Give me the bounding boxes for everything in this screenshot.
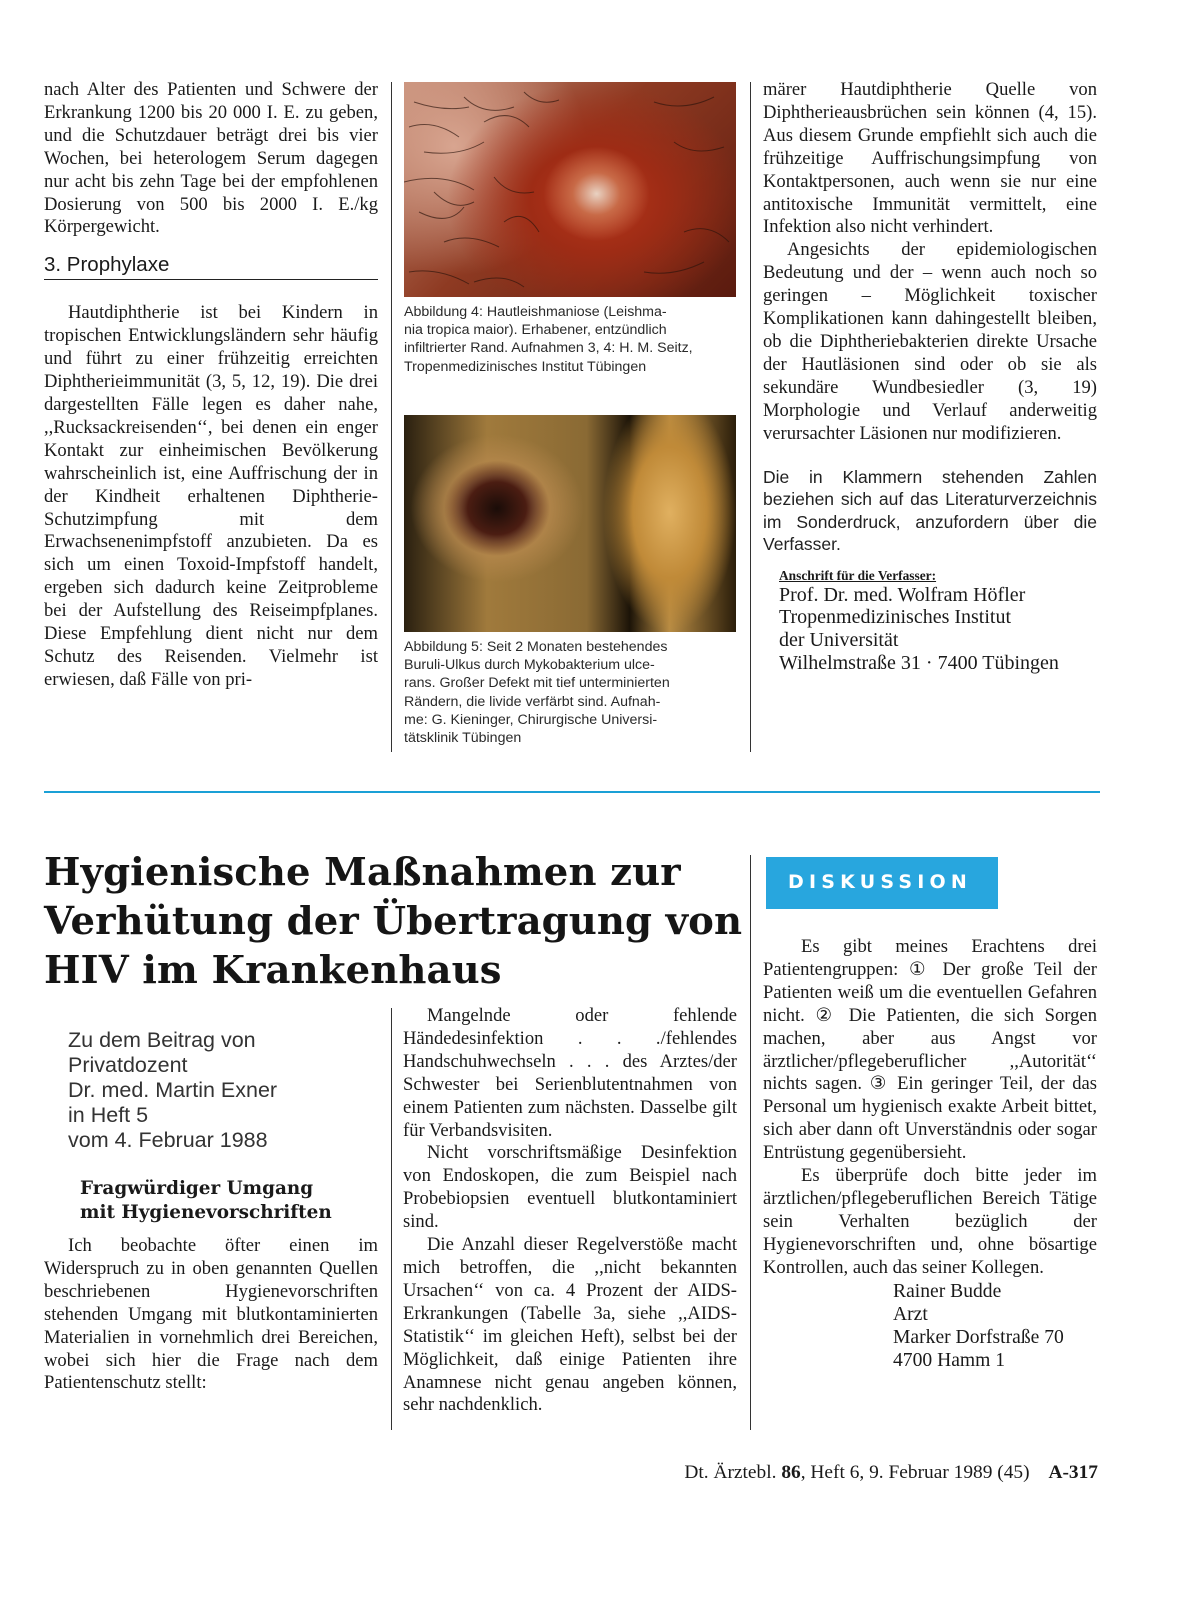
bottom-col-1 [44,1028,378,1395]
figure-5-photo [404,415,736,632]
letter-signature: Rainer Budde Arzt Marker Dorfstraße 70 4700 Hamm 1 [893,1280,1064,1371]
figure-5-caption: Abbildung 5: Seit 2 Monaten bestehendes Buruli-Ulkus durch Mykobakterium ulce- rans. Großer Defekt mit tief unterminierten Rändern, die livide verfärbt sind. Aufnah- me: G. Kieninger, Chirurgische Universi- tätsklinik Tübingen [404,639,670,747]
reference-intro: Zu dem Beitrag von Privatdozent Dr. med. Martin Exner in Heft 5 vom 4. Februar 1988 [68,1028,278,1152]
address-lines: Prof. Dr. med. Wolfram Höfler Tropenmedizinisches Institut der Universität Wilhelmstraße 31 · 7400 Tübingen [779,583,1059,674]
section-divider [44,791,1100,793]
subheading: Fragwürdiger Umgang mit Hygienevorschriften [80,1178,332,1223]
column-rule [750,82,751,752]
author-address [779,568,1097,674]
address-label: Anschrift für die Verfasser: [779,567,937,583]
column-rule [391,82,392,752]
paragraph: Die Anzahl dieser Regelverstöße macht mich betroffen, die ,,nicht bekannten Ursachen‘‘ von ca. 4 Prozent der AIDS-Erkrankungen (Tabelle 3a, siehe ,,AIDS-Statistik‘‘ im gleichen Heft), selbst bei der Möglichkeit, daß einige Patienten ihre Anamnese nicht genau angeben können, sehr nachdenklich. [403,1234,737,1416]
paragraph: Es überprüfe doch bitte jeder im ärztlichen/pflegeberuflichen Bereich Tätige sein Verhalten bezüglich der Hygienevorschriften und, ohne bösartige Kontrollen, auch das seiner Kollegen. [763,1165,1097,1278]
bottom-col-2 [403,1005,737,1417]
top-col-1 [44,79,378,692]
paragraph: Ich beobachte öfter einen im Widerspruch zu in oben genannten Quellen beschriebenen Hygienevorschriften stehenden Umgang mit blutkontaminierten Materialien in vornehmlich drei Bereichen, wobei sich hier die Frage nach dem Patientenschutz stellt: [44,1235,378,1394]
top-col-3 [763,79,1097,674]
section-heading-prophylaxe: 3. Prophylaxe [44,253,378,280]
paragraph: Angesichts der epidemiologischen Bedeutung und der – wenn auch noch so geringen – Möglichkeit toxischer Komplikationen kann dahingestellt bleiben, ob die Diphtheriebakterien direkte Ursache der Hautläsionen sind oder ob sie als sekundäre Wundbesiedler (3, 19) Morphologie und Verlauf anderweitig verursachter Läsionen nur modifizieren. [763,239,1097,444]
references-note: Die in Klammern stehenden Zahlen beziehen sich auf das Literaturverzeichnis im Sonderdruck, anzufordern über die Verfasser. [763,466,1097,555]
paragraph-prophylaxe: Hautdiphtherie ist bei Kindern in tropischen Entwicklungsländern sehr häufig und führt zu einer frühzeitig erreichten Diphtherieimmunität (3, 5, 12, 19). Die drei dargestellten Fälle legen es daher nahe, ,,Rucksackreisenden‘‘, bei denen ein enger Kontakt zur einheimischen Bevölkerung wahrscheinlich ist, eine Auffrischung der in der Kindheit erhaltenen Diphtherie-Schutzimpfung mit dem Erwachsenenimpfstoff anzubieten. Da es sich um einen Toxoid-Impfstoff handelt, ergeben sich dadurch keine Zeitprobleme bei der Aufstellung des Reiseimpfplanes. Diese Empfehlung dient nicht nur dem Schutz des Reisenden. Vielmehr ist erwiesen, daß Fälle von pri- [44,302,378,690]
diskussion-label: DISKUSSION [788,871,972,893]
column-rule [750,855,751,1430]
paragraph: Mangelnde oder fehlende Händedesinfektion . . ./fehlendes Handschuhwechseln . . . des Arztes/der Schwester bei Serienblutentnahmen von einem Patienten zum nächsten. Dasselbe gilt für Verbandsvisiten. [403,1005,737,1141]
paragraph-continued: nach Alter des Patienten und Schwere der Erkrankung 1200 bis 20 000 I. E. zu geben, und die Schutzdauer beträgt drei bis vier Wochen, bei heterologem Serum dagegen nur acht bis zehn Tage bei der empfohlenen Dosierung von 500 bis 2000 I. E./kg Körpergewicht. [44,79,378,238]
paragraph: märer Hautdiphtherie Quelle von Diphtherieausbrüchen sein können (4, 15). Aus diesem Grunde empfiehlt sich auch die frühzeitige Auffrischungsimpfung von Kontaktpersonen, auch wenn sie nur eine antitoxische Immunität vermittelt, eine Infektion also nicht verhindert. [763,79,1097,238]
figure-4-caption: Abbildung 4: Hautleishmaniose (Leishma- nia tropica maior). Erhabener, entzündlich infiltrierter Rand. Aufnahmen 3, 4: H. M. Seitz, Tropenmedizinisches Institut Tübingen [404,304,693,375]
issue-date: , Heft 6, 9. Februar 1989 (45) [800,1462,1030,1483]
hair-texture [404,82,736,297]
column-rule [391,1008,392,1430]
paragraph: Nicht vorschriftsmäßige Desinfektion von Endoskopen, die zum Beispiel nach Probebiopsien eventuell blutkontaminiert sind. [403,1142,737,1233]
article-headline: Hygienische Maßnahmen zur Verhütung der Übertragung von HIV im Krankenhaus [44,850,743,993]
diskussion-label-box [766,857,998,909]
figure-4-photo [404,82,736,297]
journal-volume: 86 [781,1462,801,1483]
page-number: A-317 [1048,1462,1098,1483]
bottom-col-3 [763,936,1097,1372]
paragraph: Es gibt meines Erachtens drei Patientengruppen: ① Der große Teil der Patienten weiß um die eventuellen Gefahren nicht. ② Die Patienten, die sich Sorgen machen, aber aus Angst vor ärztlicher/pflegeberuflicher ,,Autorität‘‘ nichts sagen. ③ Ein geringer Teil, der das Personal um hygienisch exakte Arbeit bittet, sich aber dann oft Unverständnis oder sogar Entrüstung gegenübersieht. [763,936,1097,1164]
journal-name: Dt. Ärztebl. [684,1462,777,1483]
page-footer [684,1462,1098,1484]
